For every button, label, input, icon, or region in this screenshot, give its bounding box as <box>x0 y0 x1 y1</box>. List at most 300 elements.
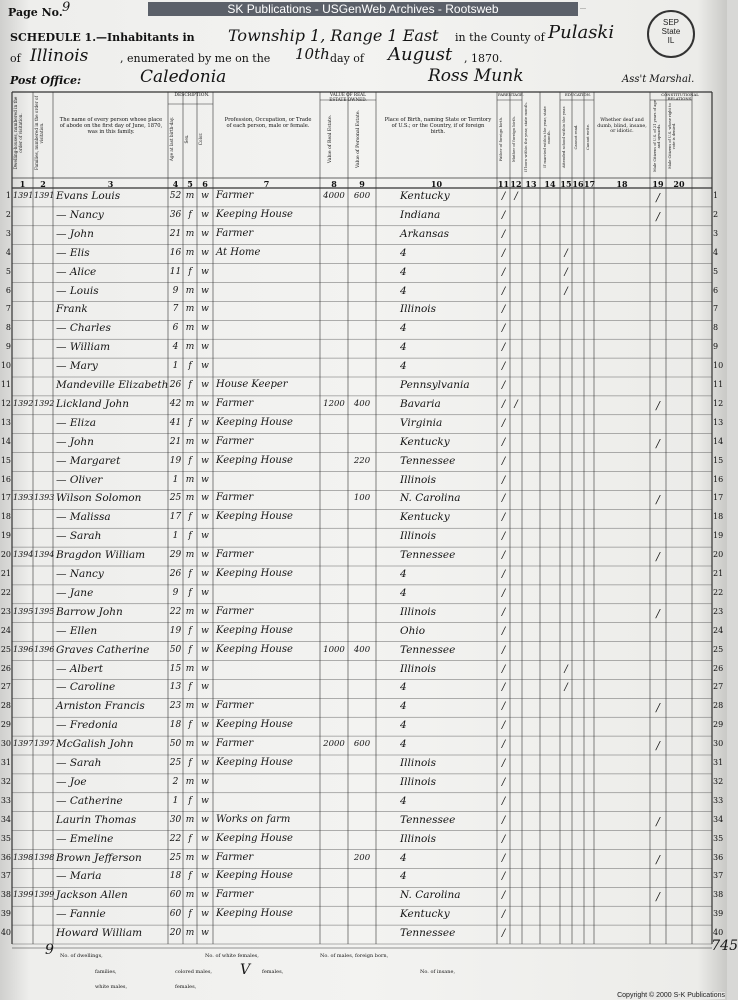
person-color: w <box>201 587 209 598</box>
header-father-foreign: Father of foreign birth. <box>498 116 503 162</box>
county-label: in the County of <box>455 31 545 44</box>
line-number-right: 3 <box>713 228 719 238</box>
person-color: w <box>201 228 209 239</box>
person-age: 60 <box>169 890 182 901</box>
post-office-label: Post Office: <box>10 74 82 87</box>
birthplace: 4 <box>400 681 407 694</box>
family-number: 1399 <box>34 890 55 900</box>
person-color: w <box>201 814 209 825</box>
footer-females2-label: females, <box>175 984 197 990</box>
person-occupation: Keeping House <box>216 870 293 882</box>
person-name: Graves Catherine <box>56 643 150 656</box>
person-color: w <box>201 285 209 296</box>
personal-estate-value: 220 <box>353 455 371 466</box>
father-foreign-mark: / <box>501 342 506 354</box>
person-name: — Albert <box>56 662 103 675</box>
line-number-right: 12 <box>713 398 724 408</box>
person-age: 25 <box>169 493 182 504</box>
person-color: w <box>201 323 209 334</box>
person-color: w <box>201 493 209 504</box>
line-number-left: 28 <box>0 701 11 711</box>
column-number: 1 <box>19 179 26 189</box>
father-foreign-mark: / <box>501 795 506 807</box>
person-age: 25 <box>169 758 182 768</box>
line-number-right: 24 <box>713 625 724 635</box>
family-number: 1395 <box>34 606 55 616</box>
header-married-within-year: If married within the year, state month. <box>542 106 552 168</box>
line-number-left: 21 <box>0 569 11 578</box>
father-foreign-mark: / <box>501 474 506 486</box>
birthplace: Illinois <box>400 303 437 316</box>
father-foreign-mark: / <box>501 663 506 675</box>
father-foreign-mark: / <box>501 758 506 769</box>
family-number: 1396 <box>34 644 55 654</box>
person-name: — Sarah <box>56 757 102 769</box>
person-occupation: Farmer <box>216 492 254 504</box>
person-color: w <box>201 606 209 617</box>
person-name: — Eliza <box>56 416 97 429</box>
header-value-group: VALUE OF REAL ESTATE OWNED. <box>329 92 367 102</box>
father-foreign-mark: / <box>501 266 506 278</box>
person-color: w <box>201 512 209 523</box>
line-number-left: 12 <box>0 398 11 408</box>
column-number: 2 <box>40 179 46 189</box>
mother-foreign-mark: / <box>514 398 518 410</box>
person-color: w <box>201 644 209 655</box>
person-name: Howard William <box>56 927 143 940</box>
personal-estate-value: 600 <box>353 739 371 750</box>
birthplace: 4 <box>400 322 407 335</box>
person-color: w <box>201 701 209 712</box>
person-occupation: Keeping House <box>216 908 293 920</box>
person-color: w <box>201 247 209 258</box>
line-number-left: 38 <box>0 890 11 900</box>
person-sex: m <box>185 436 195 447</box>
school-mark: / <box>564 247 568 259</box>
footer-colored-males-label: colored males, <box>175 969 212 975</box>
header-born-within-year: If born within the year, state month. <box>523 102 528 172</box>
birthplace: Indiana <box>400 208 441 221</box>
line-number-right: 10 <box>713 361 724 371</box>
header-education-group: EDUCATION. <box>565 92 591 97</box>
dwelling-number: 1395 <box>13 606 34 616</box>
father-foreign-mark: / <box>501 569 506 580</box>
dwelling-number: 1392 <box>13 398 34 408</box>
line-number-right: 22 <box>713 587 724 597</box>
person-occupation: House Keeper <box>216 379 288 390</box>
header-dwelling-number: Dwelling-houses, numbered in the order of visitation. <box>13 96 23 170</box>
person-sex: m <box>185 814 195 825</box>
person-name: Wilson Solomon <box>56 492 142 505</box>
line-number-right: 37 <box>713 871 724 881</box>
birthplace: Tennessee <box>400 454 456 467</box>
person-age: 52 <box>169 191 182 201</box>
line-number-right: 36 <box>713 852 724 862</box>
footer-total: 745 <box>711 938 738 954</box>
father-foreign-mark: / <box>501 833 506 845</box>
person-occupation: Farmer <box>216 227 254 239</box>
person-age: 25 <box>169 852 182 863</box>
column-number: 19 <box>652 179 664 189</box>
person-sex: m <box>185 304 195 315</box>
person-age: 16 <box>169 247 182 258</box>
personal-estate-value: 400 <box>353 644 371 655</box>
person-name: — Joe <box>56 775 87 788</box>
line-number-left: 19 <box>0 531 11 541</box>
person-color: w <box>201 569 209 579</box>
person-age: 26 <box>169 569 182 579</box>
schedule-label: SCHEDULE 1.—Inhabitants in <box>10 31 195 44</box>
person-sex: m <box>185 663 195 674</box>
person-age: 13 <box>169 682 182 693</box>
father-foreign-mark: / <box>501 587 506 599</box>
line-number-left: 27 <box>0 682 11 692</box>
person-occupation: Farmer <box>216 190 254 201</box>
birthplace: N. Carolina <box>400 889 461 902</box>
school-mark: / <box>564 266 568 278</box>
school-mark: / <box>564 285 568 297</box>
dwelling-number: 1396 <box>13 644 34 654</box>
person-sex: m <box>185 342 195 353</box>
father-foreign-mark: / <box>501 550 506 562</box>
line-number-right: 14 <box>713 436 724 446</box>
person-color: w <box>201 417 209 428</box>
person-sex: m <box>185 285 195 296</box>
person-name: Evans Louis <box>56 190 121 202</box>
person-sex: m <box>185 323 195 334</box>
birthplace: Tennessee <box>400 643 456 656</box>
birthplace: Illinois <box>400 775 437 788</box>
line-number-right: 9 <box>713 342 719 352</box>
person-occupation: Keeping House <box>216 416 293 428</box>
family-number: 1392 <box>34 398 55 408</box>
person-age: 7 <box>172 304 179 315</box>
person-sex: f <box>188 587 192 598</box>
person-occupation: Keeping House <box>216 511 293 523</box>
birthplace: 4 <box>400 794 407 807</box>
person-age: 36 <box>169 209 182 220</box>
line-number-right: 23 <box>713 606 724 616</box>
line-number-left: 1 <box>5 191 11 200</box>
person-name: — Alice <box>56 265 97 278</box>
person-color: w <box>201 209 209 220</box>
line-number-left: 24 <box>0 625 11 635</box>
line-number-right: 34 <box>713 814 724 824</box>
line-number-left: 9 <box>5 342 11 352</box>
line-number-left: 15 <box>0 455 11 465</box>
line-number-left: 18 <box>0 512 11 522</box>
birthplace: Bavaria <box>400 397 441 410</box>
birthplace: Illinois <box>400 530 437 543</box>
person-sex: f <box>188 833 192 844</box>
column-number: 3 <box>107 179 114 189</box>
person-color: w <box>201 909 209 920</box>
line-number-left: 33 <box>0 795 11 805</box>
person-age: 18 <box>169 871 182 882</box>
person-age: 17 <box>169 512 182 523</box>
person-age: 41 <box>169 417 182 428</box>
person-name: — Nancy <box>56 208 104 221</box>
person-occupation: Farmer <box>216 397 254 409</box>
line-number-left: 26 <box>0 663 11 673</box>
person-age: 1 <box>172 474 179 485</box>
column-number: 14 <box>544 179 556 189</box>
birthplace: Tennessee <box>400 927 456 940</box>
father-foreign-mark: / <box>501 417 506 429</box>
person-sex: m <box>185 739 195 750</box>
column-number: 15 <box>560 179 572 189</box>
dwelling-number: 1391 <box>13 191 34 200</box>
person-color: w <box>201 474 209 485</box>
person-color: w <box>201 833 209 844</box>
footer-white-males-label: white males, <box>95 984 128 990</box>
real-estate-value: 4000 <box>323 191 345 201</box>
person-sex: m <box>185 852 195 863</box>
person-age: 22 <box>169 833 182 844</box>
person-name: — Oliver <box>56 473 103 486</box>
line-number-right: 26 <box>713 663 724 673</box>
birthplace: Virginia <box>400 416 443 429</box>
person-name: — John <box>56 227 94 240</box>
person-occupation: Keeping House <box>216 832 293 844</box>
person-sex: f <box>188 909 192 920</box>
footer-white-females-label: No. of white females, <box>205 953 259 959</box>
person-occupation: Keeping House <box>216 643 293 655</box>
person-sex: f <box>188 417 192 428</box>
header-color: Color. <box>198 132 203 146</box>
person-sex: f <box>188 795 192 806</box>
person-age: 21 <box>169 436 182 447</box>
person-age: 26 <box>169 380 182 390</box>
line-number-left: 16 <box>0 474 11 484</box>
header-parentage-group: PARENTAGE. <box>498 92 524 97</box>
line-number-left: 8 <box>5 323 11 333</box>
father-foreign-mark: / <box>501 814 506 826</box>
birthplace: Illinois <box>400 662 437 675</box>
father-foreign-mark: / <box>501 720 506 732</box>
header-male-citizens: Male Citizens of U.S. of 21 years of age and upwards. <box>653 100 662 172</box>
father-foreign-mark: / <box>501 739 506 751</box>
line-number-right: 35 <box>713 833 724 843</box>
citizen-mark: / <box>656 814 660 828</box>
father-foreign-mark: / <box>501 928 506 940</box>
header-constitutional-group: CONSTITUTIONAL RELATIONS. <box>661 92 699 102</box>
header-deaf-blind-insane: Whether deaf and dumb, blind, insane, or idiotic. <box>597 118 647 135</box>
line-number-left: 10 <box>0 361 11 371</box>
father-foreign-mark: / <box>501 701 506 713</box>
line-number-left: 31 <box>0 758 11 767</box>
person-color: w <box>201 625 209 636</box>
line-number-right: 6 <box>713 285 719 295</box>
father-foreign-mark: / <box>501 776 506 788</box>
footer-colored-males: V <box>240 962 251 978</box>
line-number-right: 33 <box>713 795 724 805</box>
column-number: 17 <box>584 179 596 189</box>
citizen-mark: / <box>656 493 660 507</box>
birthplace: Pennsylvania <box>400 379 470 391</box>
person-name: Mandeville Elizabeth <box>56 379 169 391</box>
line-number-right: 38 <box>713 890 724 900</box>
birthplace: Tennessee <box>400 813 456 826</box>
header-personal-estate: Value of Personal Estate. <box>356 109 361 169</box>
person-age: 4 <box>172 342 179 353</box>
birthplace: Illinois <box>400 473 437 486</box>
column-number: 20 <box>673 179 685 189</box>
line-number-right: 20 <box>713 550 724 560</box>
person-name: — Emeline <box>56 832 114 845</box>
personal-estate-value: 100 <box>353 493 371 504</box>
header-name: The name of every person whose place of abode on the first day of June, 1870, was in this family. <box>59 117 163 135</box>
enumeration-day: 10th <box>295 45 330 63</box>
line-number-left: 14 <box>0 436 11 446</box>
column-number: 9 <box>359 179 365 189</box>
person-sex: f <box>188 380 192 390</box>
person-occupation: At Home <box>216 246 261 258</box>
birthplace: N. Carolina <box>400 492 461 505</box>
header-cannot-write: Cannot write. <box>585 123 590 151</box>
father-foreign-mark: / <box>501 455 506 467</box>
footer-dwellings-label: No. of dwellings, <box>60 953 103 959</box>
person-name: — Fannie <box>56 908 106 921</box>
person-name: — Sarah <box>56 530 102 543</box>
dwelling-number: 1399 <box>13 890 34 900</box>
line-number-left: 6 <box>5 285 11 295</box>
person-sex: m <box>185 928 195 939</box>
line-number-left: 11 <box>0 380 11 389</box>
header-real-estate: Value of Real Estate. <box>328 114 333 164</box>
day-of-label: day of <box>330 52 365 65</box>
person-color: w <box>201 455 209 466</box>
person-name: — Maria <box>56 870 102 883</box>
person-color: w <box>201 720 209 731</box>
birthplace: Kentucky <box>400 908 450 921</box>
person-sex: f <box>188 569 192 579</box>
person-sex: f <box>188 455 192 466</box>
person-name: — Fredonia <box>56 719 118 732</box>
person-age: 1 <box>172 361 179 372</box>
person-name: — Charles <box>56 322 111 335</box>
header-attended-school: Attended school within the year. <box>561 105 566 169</box>
person-age: 21 <box>169 228 182 239</box>
father-foreign-mark: / <box>501 606 506 618</box>
person-color: w <box>201 739 209 750</box>
line-number-right: 31 <box>713 758 724 767</box>
person-color: w <box>201 776 209 787</box>
column-number: 16 <box>572 179 584 189</box>
line-number-left: 34 <box>0 814 11 824</box>
line-number-right: 18 <box>713 512 724 522</box>
line-number-left: 22 <box>0 587 11 597</box>
column-number: 11 <box>497 179 510 189</box>
line-number-right: 13 <box>713 417 724 427</box>
line-number-left: 39 <box>0 909 11 919</box>
person-color: w <box>201 682 209 693</box>
line-number-right: 7 <box>713 304 719 314</box>
father-foreign-mark: / <box>501 398 506 410</box>
line-number-left: 5 <box>5 266 11 276</box>
page-label: Page No. <box>8 6 63 19</box>
column-number: 18 <box>616 179 628 189</box>
person-occupation: Farmer <box>216 700 254 712</box>
person-age: 11 <box>169 266 182 277</box>
person-age: 22 <box>169 606 182 617</box>
birthplace: 4 <box>400 738 407 751</box>
line-number-left: 3 <box>5 228 11 238</box>
person-age: 29 <box>169 550 182 561</box>
person-occupation: Keeping House <box>216 454 293 466</box>
person-sex: f <box>188 531 192 542</box>
citizen-mark: / <box>656 550 660 564</box>
person-occupation: Farmer <box>216 549 254 561</box>
person-name: — Catherine <box>56 794 123 807</box>
state-seal-stamp: SEP State IL <box>647 10 695 58</box>
dwelling-number: 1397 <box>13 739 34 749</box>
line-number-left: 35 <box>0 833 11 843</box>
person-age: 50 <box>169 644 182 655</box>
line-number-left: 40 <box>0 928 11 938</box>
person-color: w <box>201 380 209 390</box>
line-number-right: 16 <box>713 474 724 484</box>
birthplace: 4 <box>400 265 407 278</box>
inquiries-note-end: … <box>580 4 586 11</box>
birthplace: 4 <box>400 360 407 373</box>
person-age: 9 <box>172 285 179 296</box>
person-name: — Jane <box>56 586 94 599</box>
person-sex: m <box>185 606 195 617</box>
person-occupation: Farmer <box>216 889 254 901</box>
person-occupation: Farmer <box>216 435 254 447</box>
year: , 1870. <box>464 52 503 65</box>
line-number-left: 7 <box>5 304 11 314</box>
birthplace: 4 <box>400 568 407 580</box>
person-color: w <box>201 928 209 939</box>
citizen-mark: / <box>656 606 660 620</box>
father-foreign-mark: / <box>501 323 506 335</box>
family-number: 1398 <box>34 852 55 862</box>
person-age: 18 <box>169 720 182 731</box>
father-foreign-mark: / <box>501 247 506 259</box>
person-sex: f <box>188 720 192 731</box>
person-sex: m <box>185 474 195 485</box>
person-name: — Margaret <box>56 454 121 467</box>
person-name: Laurin Thomas <box>56 813 137 826</box>
school-mark: / <box>564 682 568 694</box>
person-name: — Caroline <box>56 681 116 694</box>
person-sex: f <box>188 266 192 277</box>
person-sex: f <box>188 209 192 220</box>
person-sex: m <box>185 247 195 258</box>
citizen-mark: / <box>656 191 660 204</box>
assistant-marshal-signature: Ross Munk <box>428 66 524 86</box>
family-number: 1393 <box>34 493 55 503</box>
column-number: 7 <box>263 179 270 189</box>
person-sex: f <box>188 758 192 768</box>
family-number: 1391 <box>34 191 55 200</box>
column-number: 12 <box>510 179 522 189</box>
father-foreign-mark: / <box>501 361 506 373</box>
header-age: Age at last birth-day. <box>169 116 174 162</box>
header-mother-foreign: Mother of foreign birth. <box>511 116 516 163</box>
person-name: — Louis <box>56 284 99 297</box>
person-age: 20 <box>169 928 182 939</box>
birthplace: Illinois <box>400 757 437 769</box>
person-color: w <box>201 436 209 447</box>
line-number-left: 36 <box>0 852 11 862</box>
birthplace: Kentucky <box>400 435 450 448</box>
county: Pulaski <box>548 22 615 43</box>
line-number-left: 13 <box>0 417 11 427</box>
person-occupation: Farmer <box>216 605 254 617</box>
